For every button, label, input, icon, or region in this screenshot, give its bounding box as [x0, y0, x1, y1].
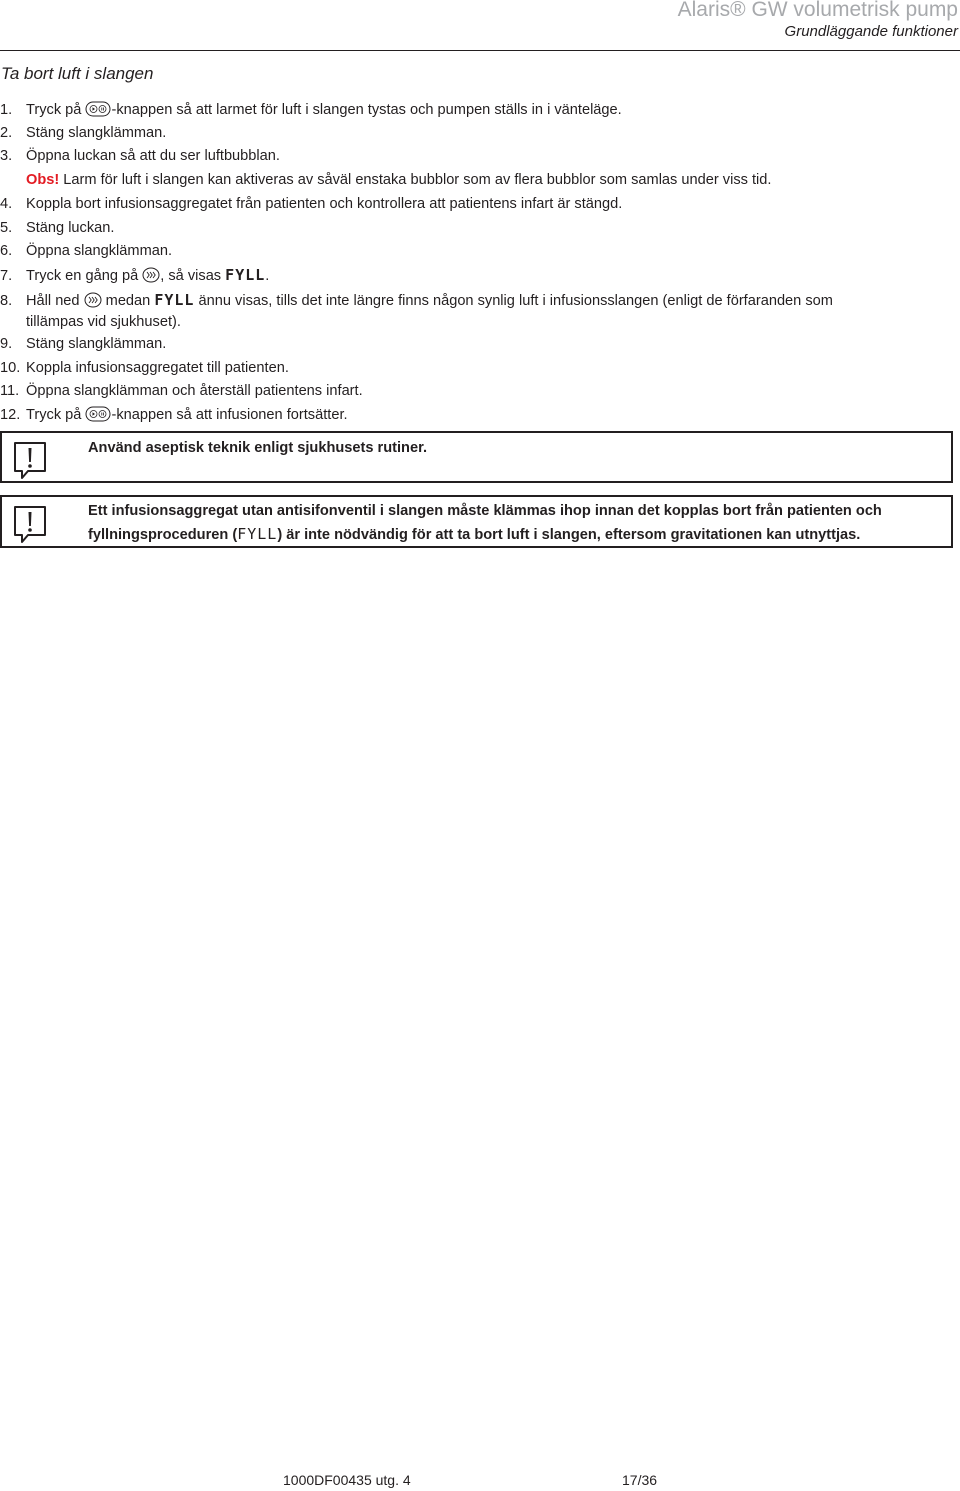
step-2: [0, 124, 166, 142]
step-text: Stäng slangklämman.: [26, 336, 167, 352]
step-text: Håll ned: [26, 293, 84, 309]
step-number: 11.: [0, 383, 20, 399]
step-text: Öppna luckan så att du ser luftbubblan.: [26, 148, 280, 164]
step-8-continuation: tillämpas vid sjukhuset).: [26, 314, 181, 330]
display-text-fyll: FYLL: [237, 525, 278, 543]
caution-icon: [12, 441, 48, 486]
document-title: Alaris® GW volumetrisk pump: [677, 0, 958, 21]
step-text: Koppla infusionsaggregatet till patienten.: [26, 360, 289, 376]
step-number: 1.: [0, 102, 13, 118]
step-11: [0, 382, 363, 400]
step-text: Tryck på: [26, 102, 86, 118]
step-text: Stäng slangklämman.: [26, 125, 167, 141]
step-10: [0, 359, 289, 377]
run-hold-key-icon: [85, 406, 111, 427]
step-text: Tryck en gång på: [26, 268, 143, 284]
step-number: 4.: [0, 196, 13, 212]
step-text: , så visas: [160, 268, 226, 284]
step-number: 6.: [0, 243, 13, 259]
step-text: ännu visas, tills det inte längre finns någon synlig luft i infusionsslangen (enligt de förfaranden som: [194, 293, 833, 309]
step-text: -knappen så att larmet för luft i slangen tystas och pumpen ställs in i vänteläge.: [111, 102, 622, 118]
warning-text: [88, 500, 882, 547]
step-text: -knappen så att infusionen fortsätter.: [111, 407, 348, 423]
step-text: Öppna slangklämman.: [26, 243, 173, 259]
section-title: Ta bort luft i slangen: [1, 64, 154, 83]
obs-label: Obs!: [26, 172, 60, 188]
step-9: [0, 335, 166, 353]
warning-text: Använd aseptisk teknik enligt sjukhusets rutiner.: [88, 440, 427, 456]
step-number: 12.: [0, 407, 21, 423]
step-text: Stäng luckan.: [26, 220, 115, 236]
page-number: 17/36: [622, 1472, 658, 1488]
step-text: .: [265, 268, 270, 284]
step-8: [0, 291, 833, 313]
warning-line-1: Ett infusionsaggregat utan antisifonventil i slangen måste klämmas ihop innan det kopplas bort från patienten och: [88, 503, 882, 519]
fill-key-icon: [84, 292, 102, 313]
warning-line-2: fyllningsproceduren (FYLL) är inte nödvändig för att ta bort luft i slangen, eftersom gravitationen kan utnyttjas.: [88, 525, 861, 543]
document-id: 1000DF00435 utg. 4: [283, 1472, 411, 1488]
step-1: [0, 101, 622, 122]
display-text-fyll: FYLL: [154, 291, 195, 309]
obs-text: Larm för luft i slangen kan aktiveras av såväl enstaka bubblor som av flera bubblor som samlas under viss tid.: [59, 172, 772, 188]
step-12: [0, 406, 348, 427]
run-hold-key-icon: [85, 101, 111, 122]
step-number: 2.: [0, 125, 13, 141]
caution-icon: [12, 505, 48, 550]
step-number: 7.: [0, 268, 13, 284]
step-number: 10.: [0, 360, 21, 376]
warning-box-antisiphon: [0, 495, 953, 548]
step-text: Öppna slangklämman och återställ patientens infart.: [26, 383, 363, 399]
step-text: Tryck på: [26, 407, 86, 423]
step-3: [0, 147, 280, 165]
obs-note: [0, 171, 771, 189]
step-5: [0, 219, 114, 237]
step-number: 8.: [0, 293, 13, 309]
step-number: 9.: [0, 336, 13, 352]
step-text: Koppla bort infusionsaggregatet från patienten och kontrollera att patientens infart är stängd.: [26, 196, 623, 212]
document-subtitle: Grundläggande funktioner: [784, 23, 958, 40]
header-divider: [0, 50, 960, 51]
step-4: [0, 195, 622, 213]
step-7: [0, 266, 269, 288]
step-number: 5.: [0, 220, 13, 236]
fill-key-icon: [142, 267, 160, 288]
warning-box-aseptic: [0, 431, 953, 483]
step-6: [0, 242, 172, 260]
display-text-fyll: FYLL: [225, 266, 266, 284]
step-number: 3.: [0, 148, 13, 164]
step-text: medan: [101, 293, 155, 309]
